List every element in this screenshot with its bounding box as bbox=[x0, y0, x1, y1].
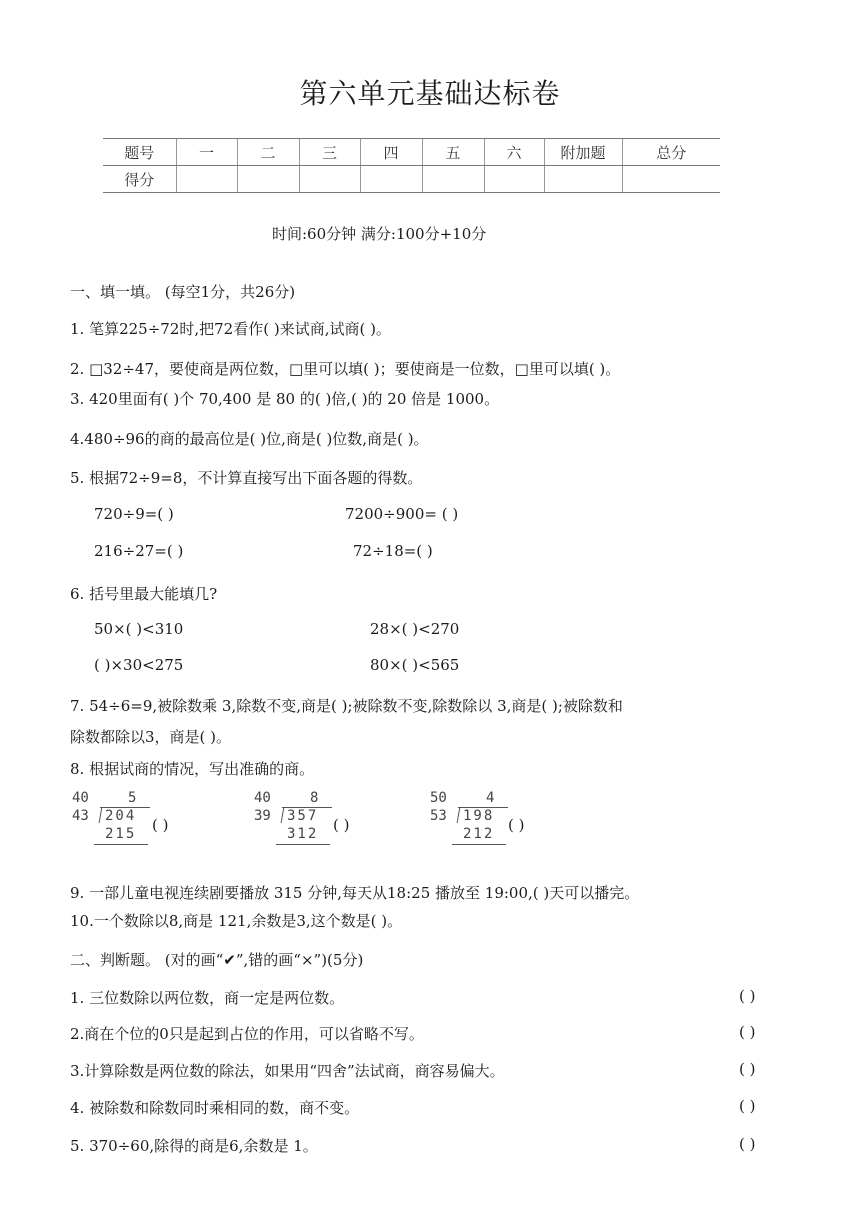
section1-heading: 一、填一填。 (每空1分，共26分) bbox=[70, 283, 296, 301]
page-title: 第六单元基础达标卷 bbox=[299, 77, 561, 110]
section2-heading: 二、判断题。 (对的画“✔”,错的画“×”)(5分) bbox=[70, 951, 364, 969]
score-input-cell[interactable] bbox=[176, 166, 237, 193]
question-6b: 28×( )<270 bbox=[370, 620, 460, 638]
score-row-label: 得分 bbox=[103, 166, 176, 193]
question-6c: ( )×30<275 bbox=[94, 656, 184, 674]
question-4: 4.480÷96的商的最高位是( )位,商是( )位数,商是( )。 bbox=[70, 430, 429, 448]
question-9: 9. 一部儿童电视连续剧要播放 315 分钟,每天从18:25 播放至 19:00,( )天可以播完。 bbox=[70, 884, 640, 902]
product: 212 bbox=[463, 826, 495, 842]
divisor: 39 bbox=[254, 808, 271, 824]
question-5d: 72÷18=( ) bbox=[353, 542, 433, 560]
division-diagram-3 bbox=[430, 790, 510, 846]
quotient-digit: 8 bbox=[310, 790, 319, 806]
division-answer-2[interactable]: ( ) bbox=[333, 816, 350, 834]
question-5: 5. 根据72÷9=8，不计算直接写出下面各题的得数。 bbox=[70, 469, 423, 487]
judge-item-3: 3.计算除数是两位数的除法，如果用“四舍”法试商，商容易偏大。 bbox=[70, 1062, 505, 1080]
quotient-digit: 4 bbox=[486, 790, 495, 806]
score-header-cell: 题号 bbox=[103, 139, 176, 166]
question-6a: 50×( )<310 bbox=[94, 620, 184, 638]
question-5b: 7200÷900= ( ) bbox=[345, 505, 459, 523]
division-answer-1[interactable]: ( ) bbox=[152, 816, 169, 834]
judge-item-5: 5. 370÷60,除得的商是6,余数是 1。 bbox=[70, 1137, 318, 1155]
divisor: 43 bbox=[72, 808, 89, 824]
score-header-cell: 六 bbox=[484, 139, 544, 166]
product: 215 bbox=[105, 826, 137, 842]
question-6d: 80×( )<565 bbox=[370, 656, 460, 674]
score-header-cell: 五 bbox=[422, 139, 484, 166]
product-underline bbox=[452, 844, 506, 845]
score-table-score-row bbox=[103, 166, 720, 193]
trial-number: 40 bbox=[254, 790, 271, 806]
score-header-cell: 二 bbox=[237, 139, 299, 166]
score-input-cell[interactable] bbox=[422, 166, 484, 193]
score-table-header-row bbox=[103, 139, 720, 166]
question-8: 8. 根据试商的情况，写出准确的商。 bbox=[70, 760, 315, 778]
judge-item-4: 4. 被除数和除数同时乘相同的数，商不变。 bbox=[70, 1099, 360, 1117]
score-table bbox=[103, 138, 720, 193]
division-diagram-2 bbox=[254, 790, 334, 846]
time-info: 时间:60分钟 满分:100分+10分 bbox=[272, 225, 487, 243]
product-underline bbox=[276, 844, 330, 845]
judge-item-2: 2.商在个位的0只是起到占位的作用，可以省略不写。 bbox=[70, 1025, 424, 1043]
judge-bracket-5[interactable]: ( ) bbox=[739, 1135, 756, 1153]
score-input-cell[interactable] bbox=[299, 166, 360, 193]
score-input-cell[interactable] bbox=[237, 166, 299, 193]
question-1: 1. 笔算225÷72时,把72看作( )来试商,试商( )。 bbox=[70, 320, 391, 338]
judge-bracket-3[interactable]: ( ) bbox=[739, 1060, 756, 1078]
question-7-line2: 除数都除以3，商是( )。 bbox=[70, 728, 232, 746]
trial-number: 40 bbox=[72, 790, 89, 806]
score-input-cell[interactable] bbox=[544, 166, 622, 193]
question-3: 3. 420里面有( )个 70,400 是 80 的( )倍,( )的 20 倍是 1000。 bbox=[70, 390, 500, 408]
score-header-cell: 四 bbox=[360, 139, 422, 166]
judge-bracket-1[interactable]: ( ) bbox=[739, 987, 756, 1005]
judge-item-1: 1. 三位数除以两位数，商一定是两位数。 bbox=[70, 989, 345, 1007]
division-diagram-1 bbox=[72, 790, 152, 846]
score-header-cell: 三 bbox=[299, 139, 360, 166]
product: 312 bbox=[287, 826, 319, 842]
score-header-cell: 总分 bbox=[622, 139, 720, 166]
division-answer-3[interactable]: ( ) bbox=[508, 816, 525, 834]
dividend: 204 bbox=[105, 808, 137, 824]
division-bracket bbox=[281, 807, 285, 823]
score-input-cell[interactable] bbox=[360, 166, 422, 193]
question-2: 2. □32÷47，要使商是两位数，□里可以填( )；要使商是一位数，□里可以填( )。 bbox=[70, 360, 621, 378]
question-6: 6. 括号里最大能填几? bbox=[70, 585, 218, 603]
trial-number: 50 bbox=[430, 790, 447, 806]
score-header-cell: 附加题 bbox=[544, 139, 622, 166]
score-input-cell[interactable] bbox=[622, 166, 720, 193]
question-7-line1: 7. 54÷6=9,被除数乘 3,除数不变,商是( );被除数不变,除数除以 3,商是( );被除数和 bbox=[70, 697, 623, 715]
score-input-cell[interactable] bbox=[484, 166, 544, 193]
score-header-cell: 一 bbox=[176, 139, 237, 166]
judge-bracket-4[interactable]: ( ) bbox=[739, 1097, 756, 1115]
judge-bracket-2[interactable]: ( ) bbox=[739, 1023, 756, 1041]
question-5a: 720÷9=( ) bbox=[94, 505, 174, 523]
dividend: 357 bbox=[287, 808, 319, 824]
division-bracket bbox=[457, 807, 461, 823]
question-5c: 216÷27=( ) bbox=[94, 542, 184, 560]
divisor: 53 bbox=[430, 808, 447, 824]
division-bracket bbox=[99, 807, 103, 823]
product-underline bbox=[94, 844, 148, 845]
dividend: 198 bbox=[463, 808, 495, 824]
question-10: 10.一个数除以8,商是 121,余数是3,这个数是( )。 bbox=[70, 912, 403, 930]
quotient-digit: 5 bbox=[128, 790, 137, 806]
